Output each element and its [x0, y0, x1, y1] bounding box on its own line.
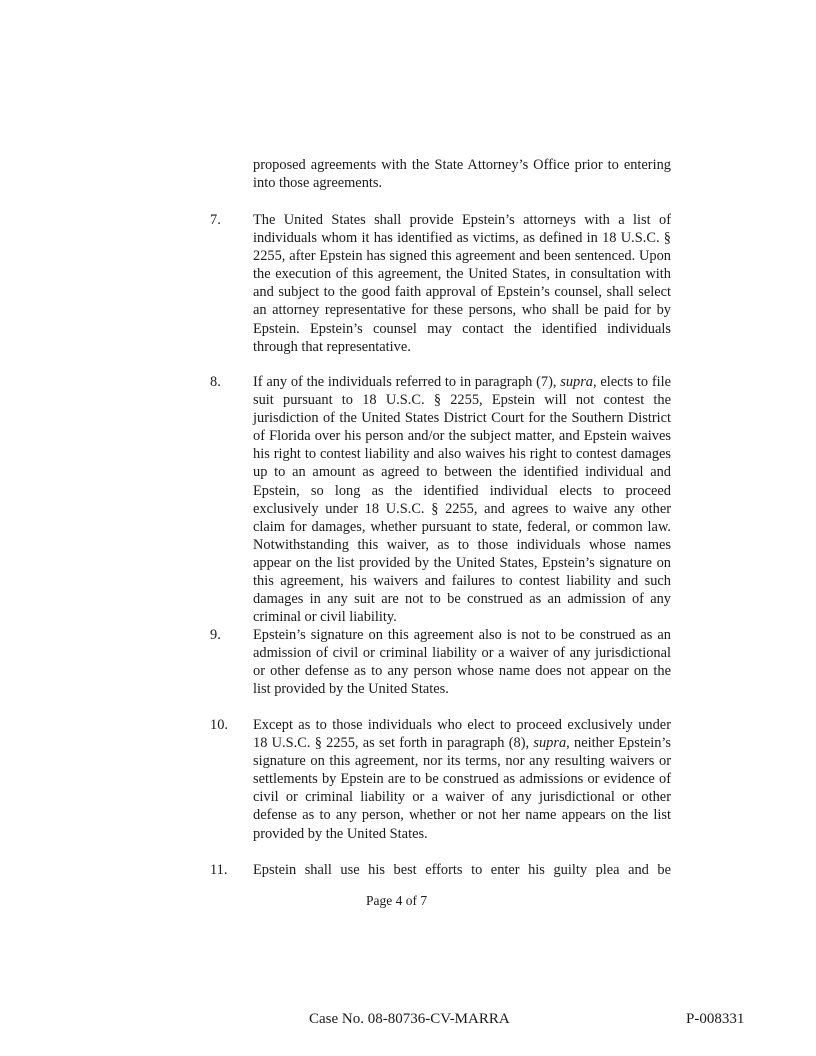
- paragraph-8-text-end: , elects to file suit pursuant to 18 U.S.C. § 2255, Epstein will not contest the jurisdiction of the United States District Court for the Southern District of Florida over his person and/or the subject matter, and Epstein waives his right to contest liability and also waives his right to contest damages up to an amount as agreed to between the identified individual and Epstein, so long as the identified individual elects to proceed exclusively under 18 U.S.C. § 2255, and agrees to waive any other claim for damages, whether pursuant to state, federal, or common law. Notwithstanding this waiver, as to those individuals whose names appear on the list provided by the United States, Epstein’s signature on this agreement, his waivers and failures to contest liability and such damages in any suit are not to be construed as an admission of any criminal or civil liability.: [253, 374, 671, 626]
- paragraph-10-text: [253, 716, 671, 843]
- paragraph-8-text-start: If any of the individuals referred to in paragraph (7),: [253, 374, 561, 390]
- paragraph-10-text-end: , neither Epstein’s signature on this agreement, nor its terms, nor any resulting waivers or settlements by Epstein are to be construed as admissions or evidence of civil or criminal liability or a waiver of any jurisdictional or other defense as to any person, whether or not her name appears on the list provided by the United States.: [253, 735, 671, 842]
- paragraph-9-number: 9.: [210, 627, 221, 643]
- paragraph-10-supra: supra: [533, 735, 567, 752]
- paragraph-9-text: Epstein’s signature on this agreement also is not to be construed as an admission of civil or criminal liability or a waiver of any jurisdictional or other defense as to any person whose name does not appear on the list provided by the United States.: [253, 627, 671, 698]
- continuation-text: proposed agreements with the State Attorney’s Office prior to entering into those agreements.: [253, 157, 671, 192]
- paragraph-8-number: 8.: [210, 374, 221, 390]
- paragraph-7-number: 7.: [210, 212, 221, 228]
- paragraph-8-supra: supra: [560, 374, 594, 390]
- paragraph-11-number: 11.: [210, 862, 228, 878]
- paragraph-11-text: Epstein shall use his best efforts to enter his guilty plea and be: [253, 862, 671, 878]
- page-number: Page 4 of 7: [366, 893, 428, 908]
- footer-case-number: Case No. 08-80736-CV-MARRA: [309, 1011, 510, 1027]
- paragraph-7-text: The United States shall provide Epstein’s attorneys with a list of individuals whom it has identified as victims, as defined in 18 U.S.C. § 2255, after Epstein has signed this agreement and been sentenced. Upon the execution of this agreement, the United States, in consultation with and subject to the good faith approval of Epstein’s counsel, shall select an attorney representative for these persons, who shall be paid for by Epstein. Epstein’s counsel may contact the identified individuals through that representative.: [253, 212, 671, 355]
- paragraph-8-text: [253, 373, 671, 626]
- footer-bates-number: P-008331: [686, 1011, 745, 1027]
- paragraph-10-number: 10.: [210, 717, 228, 733]
- paragraph-10-text-start: Except as to those individuals who elect to proceed exclusively under 18 U.S.C. § 2255, as set forth in paragraph (8),: [253, 717, 671, 752]
